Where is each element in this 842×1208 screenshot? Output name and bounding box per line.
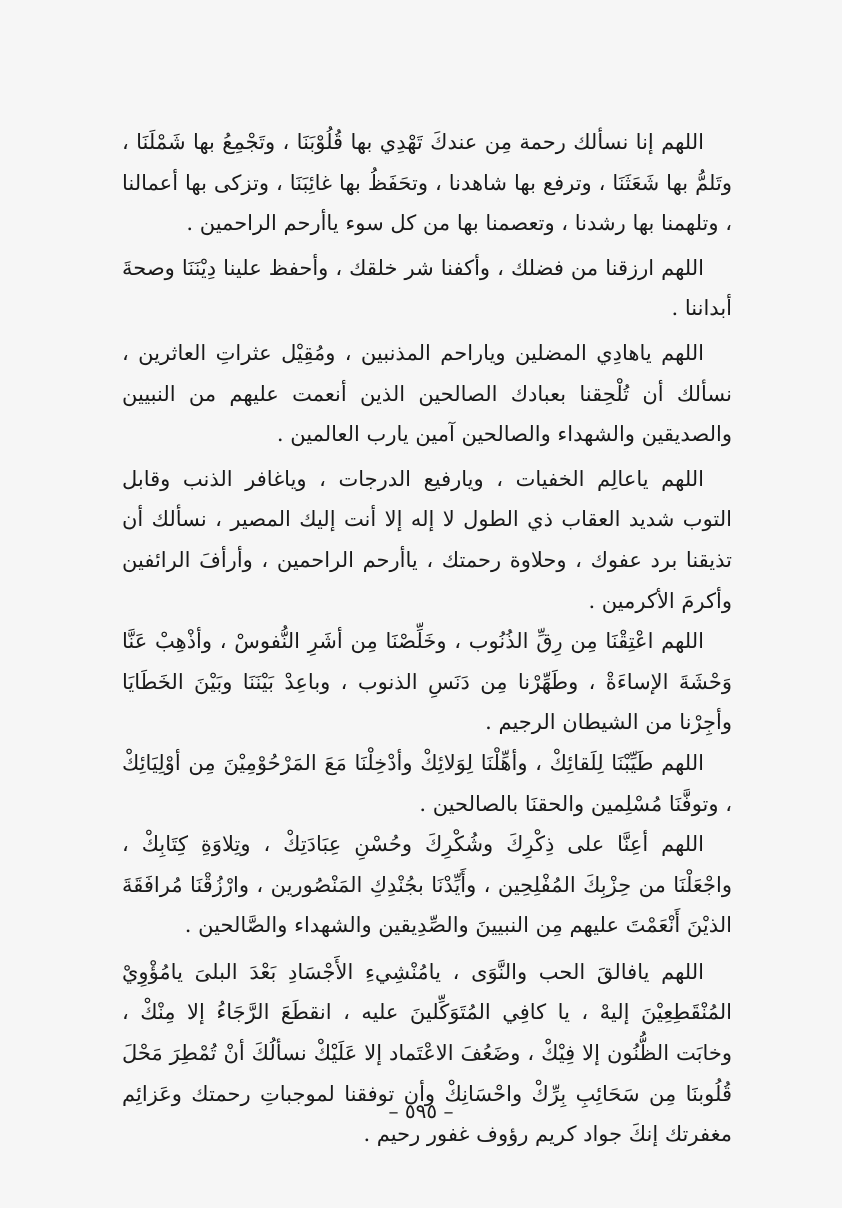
prayer-paragraph-5: اللهم اعْتِقْنَا مِن رِقِّ الذُنُوب ، وخَلِّصْنَا مِن أشَرِ النُّفوسْ ، وأذْهِبْ عَنَّا وَحْشَةَ الإساءَةْ ، وطَهِّرْنا مِن دَنَسِ الذنوب ، وباعِدْ بَيْنَنَا وبَيْنَ الخَطَايَا وأجِرْنا من الشيطان الرجيم . — [122, 629, 732, 735]
prayer-paragraph-3: اللهم ياهادِي المضلين وياراحم المذنبين ، ومُقِيْل عثراتِ العاثرين ، نسألك أن تُلْحِقنا بعبادك الصالحين الذين أنعمت عليهم من النبيين والصديقين والشهداء والصالحين آمين يارب العالمين . — [122, 340, 732, 447]
prayer-paragraph-6: اللهم طَيِّبْنَا لِلَقائِكْ ، وأهِّلْنَا لِوَلائِكْ وأدْخِلْنَا مَعَ المَرْحُوْمِيْنَ مِن أوْلِيَائِكْ ، وتوفَّنَا مُسْلِمين والحقنَا بالصالحين . — [122, 750, 732, 816]
prayer-paragraph-8: اللهم يافالقَ الحب والنَّوَى ، يامُنْشِيءِ الأَجْسَادِ بَعْدَ البلىَ يامُؤْوِيْ المُنْقَطِعِيْنَ إليهْ ، يا كافِي المُتَوَكِّلينَ عليه ، انقطَعَ الرَّجَاءُ إلا مِنْكْ ، وخابَت الظُّنُون إلا فِيْكْ ، وضَعُفَ الاعْتَماد إلا عَلَيْكْ نسألُكَ أنْ تُمْطِرَ مَحْلَ قُلُوبنَا مِن سَحَائِبِ بِرِّكْ واحْسَانِكْ وأن توفقنا لموجباتِ رحمتك وعَزائِم مغفرتك إنكَ جواد كريم رؤوف غفور رحيم . — [122, 959, 732, 1147]
prayer-paragraph-2: اللهم ارزقنا من فضلك ، وأكفنا شر خلقك ، وأحفظ علينا دِيْنَنَا وصحةَ أبداننا . — [122, 255, 732, 321]
prayer-paragraph-7: اللهم أعِنَّا على ذِكْرِكَ وشُكْرِكَ وحُسْنِ عِبَادَتِكْ ، وتِلاوَةِ كِتَابِكْ ، واجْعَلْنَا من حِزْبِكَ المُفْلِحِين ، وأَيِّدْنَا بجُنْدِكِ المَنْصُورين ، وارْزُقْنَا مُرافَقَةَ الذيْنَ أَنْعَمْتَ عليهم مِن النبيينَ والصِّدِيقين والشهداء والصَّالحين . — [122, 832, 732, 938]
page-number: – ٥٩٥ – — [388, 1099, 454, 1123]
prayer-paragraph-1: اللهم إنا نسألك رحمة مِن عندكَ تَهْدِي بها قُلُوْبَنَا ، وتَجْمِعُ بها شَمْلَنَا ، وتَلمُّ بها شَعَثَنَا ، وترفع بها شاهدنا ، وتحَفَظُ بها غائِبَنَا ، وتزكى بها أعمالنا ، وتلهمنا بها رشدنا ، وتعصمنا بها من كل سوء ياأرحم الراحمين . — [122, 130, 732, 236]
document-body — [122, 122, 732, 1155]
prayer-paragraph-4: اللهم ياعالِم الخفيات ، ويارفيع الدرجات ، وياغافر الذنب وقابل التوب شديد العقاب ذي الطول لا إله إلا أنت إليك المصير ، نسألك أن تذيقنا برد عفوك ، وحلاوة رحمتك ، ياأرحم الراحمين ، وأرأفَ الرائفين وأكرمَ الأكرمين . — [122, 466, 732, 613]
